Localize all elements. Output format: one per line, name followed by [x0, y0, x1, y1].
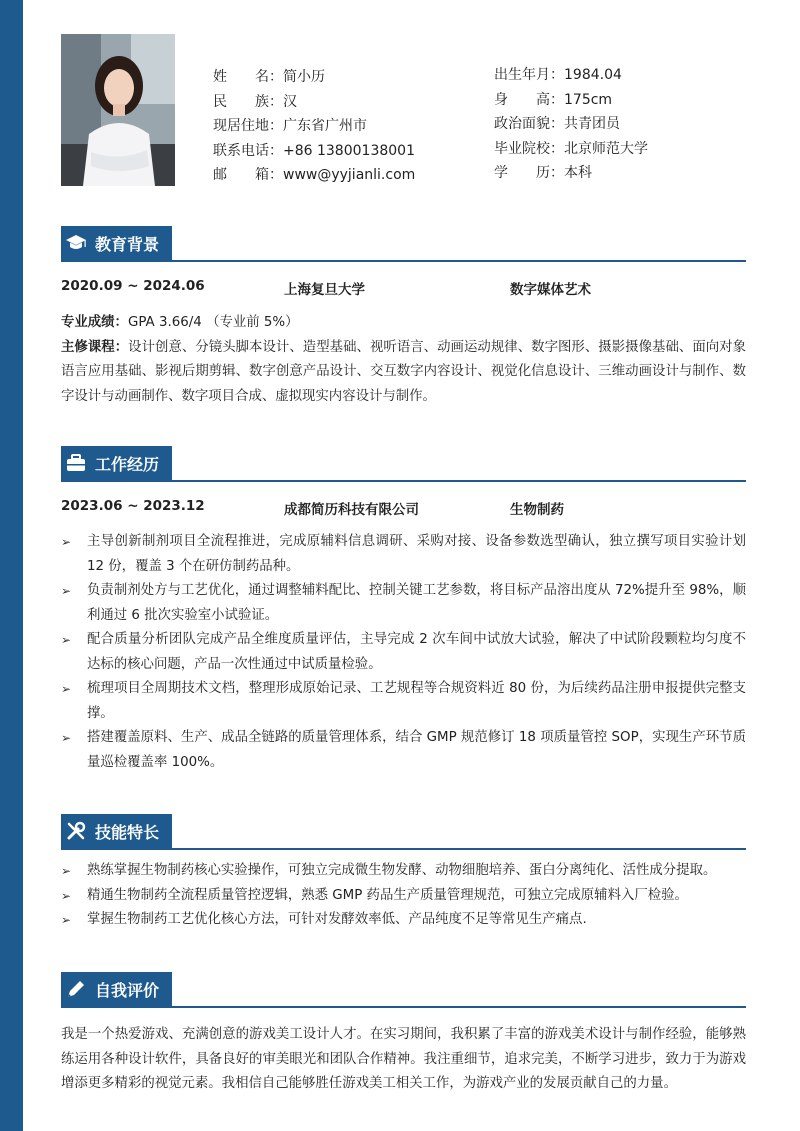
profile-value: +86 13800138001 — [283, 142, 415, 159]
work-bullet-text: 配合质量分析团队完成产品全维度质量评估，主导完成 2 次车间中试放大试验，解决了中试阶段颗粒均匀度不达标的核心问题，产品一次性通过中试质量检验。 — [87, 632, 746, 672]
profile-info-right — [494, 63, 648, 186]
profile-row: 政治面貌 ： 共青团员 — [494, 112, 648, 137]
profile-value: 175cm — [564, 91, 613, 108]
education-school: 上海复旦大学 — [284, 282, 365, 298]
section-title — [61, 972, 172, 1006]
profile-row: 姓名 ： 简小历 — [213, 65, 415, 90]
education-title: 教育背景 — [95, 234, 160, 254]
section-skills-header — [61, 812, 746, 850]
courses-label: 主修课程： — [61, 339, 129, 355]
section-self-header — [61, 970, 746, 1008]
profile-value: 简小历 — [283, 69, 325, 85]
work-bullet-text: 负责制剂处方与工艺优化，通过调整辅料配比、控制关键工艺参数，将目标产品溶出度从 72%提升至 98%，顺利通过 6 批次实验室小试验证。 — [87, 583, 746, 623]
work-period: 2023.06 ~ 2023.12 — [61, 498, 205, 514]
profile-value: 共青团员 — [564, 116, 620, 132]
education-period: 2020.09 ~ 2024.06 — [61, 278, 205, 294]
profile-row: 邮箱 ： www@yyjianli.com — [213, 163, 415, 188]
profile-value: 北京师范大学 — [564, 140, 648, 157]
arrow-bullet-icon: ➢ — [61, 682, 72, 696]
list-item — [61, 908, 746, 933]
profile-value: 1984.04 — [564, 67, 622, 83]
arrow-bullet-icon: ➢ — [61, 864, 72, 878]
skills-title: 技能特长 — [95, 822, 160, 842]
list-item — [61, 726, 746, 775]
list-item — [61, 677, 746, 726]
work-position: 生物制药 — [510, 502, 564, 518]
profile-label: 民族 — [213, 93, 269, 110]
profile-info-left — [213, 65, 415, 188]
profile-label: 现居住地 — [213, 118, 269, 134]
arrow-bullet-icon: ➢ — [61, 731, 72, 745]
arrow-bullet-icon: ➢ — [61, 535, 72, 549]
skill-bullet-text: 掌握生物制药工艺优化核心方法，可针对发酵效率低、产品纯度不足等常见生产痛点. — [87, 912, 587, 927]
education-major: 数字媒体艺术 — [510, 282, 591, 298]
list-item — [61, 859, 746, 884]
work-bullet-text: 梳理项目全周期技术文档，整理形成原始记录、工艺规程等合规资料近 80 份，为后续药品注册申报提供完整支撑。 — [87, 681, 746, 721]
list-item — [61, 628, 746, 677]
profile-label: 出生年月 — [494, 67, 550, 83]
arrow-bullet-icon: ➢ — [61, 584, 72, 598]
education-grade — [61, 311, 746, 336]
section-title — [61, 226, 172, 260]
work-bullet-text: 主导创新制剂项目全流程推进，完成原辅料信息调研、采购对接、设备参数选型确认，独立撰写项目实验计划 12 份，覆盖 3 个在研仿制药品种。 — [87, 534, 746, 574]
profile-value: 汉 — [283, 93, 297, 110]
section-title — [61, 814, 172, 848]
briefcase-icon — [65, 452, 87, 474]
work-company: 成都简历科技有限公司 — [284, 502, 419, 518]
profile-label: 联系电话 — [213, 142, 269, 159]
education-courses — [61, 336, 746, 410]
education-details — [61, 311, 746, 409]
skill-bullet-text: 精通生物制药全流程质量管控逻辑，熟悉 GMP 药品生产质量管理规范，可独立完成原辅料入厂检验。 — [87, 887, 688, 903]
profile-label: 毕业院校 — [494, 140, 550, 157]
profile-label: 学历 — [494, 165, 550, 181]
profile-row: 现居住地 ： 广东省广州市 — [213, 114, 415, 139]
grade-value: GPA 3.66/4 （专业前 5%） — [127, 315, 299, 330]
profile-row: 学历 ： 本科 — [494, 161, 648, 186]
self-evaluation-text: 我是一个热爱游戏、充满创意的游戏美工设计人才。在实习期间，我积累了丰富的游戏美术设计与制作经验，能够熟练运用各种设计软件，具备良好的审美眼光和团队合作精神。我注重细节，追求完美，不断学习进步，致力于为游戏增添更多精彩的视觉元素。我相信自己能够胜任游戏美工相关工作，为游戏产业的发展贡献自己的力量。 — [61, 1027, 746, 1091]
arrow-bullet-icon: ➢ — [61, 888, 72, 903]
profile-label: 政治面貌 — [494, 116, 550, 132]
list-item — [61, 530, 746, 579]
arrow-bullet-icon: ➢ — [61, 913, 72, 927]
pen-icon — [65, 978, 87, 1000]
profile-value: 本科 — [564, 165, 592, 181]
list-item — [61, 579, 746, 628]
section-title — [61, 446, 172, 480]
profile-value: 广东省广州市 — [283, 118, 367, 134]
profile-row: 身高 ： 175cm — [494, 88, 648, 113]
grade-label: 专业成绩： — [61, 315, 128, 330]
left-accent-bar — [0, 0, 23, 1131]
work-title: 工作经历 — [95, 454, 160, 474]
profile-row: 联系电话 ： +86 13800138001 — [213, 139, 415, 164]
profile-label: 邮箱 — [213, 167, 269, 183]
profile-label: 姓名 — [213, 69, 269, 85]
self-title: 自我评价 — [95, 980, 160, 1000]
profile-label: 身高 — [494, 91, 550, 108]
skill-bullet-text: 熟练掌握生物制药核心实验操作，可独立完成微生物发酵、动物细胞培养、蛋白分离纯化、活性成分提取。 — [87, 863, 717, 878]
arrow-bullet-icon: ➢ — [61, 633, 72, 647]
profile-row: 毕业院校 ： 北京师范大学 — [494, 137, 648, 162]
work-bullet-text: 搭建覆盖原料、生产、成品全链路的质量管理体系，结合 GMP 规范修订 18 项质量管控 SOP，实现生产环节质量巡检覆盖率 100%。 — [87, 730, 746, 770]
profile-row: 出生年月 ： 1984.04 — [494, 63, 648, 88]
tools-icon — [65, 820, 87, 842]
section-education-header — [61, 224, 746, 262]
graduation-cap-icon — [65, 232, 87, 254]
profile-value: www@yyjianli.com — [283, 167, 416, 183]
list-item — [61, 884, 746, 909]
courses-value: 设计创意、分镜头脚本设计、造型基础、视听语言、动画运动规律、数字图形、摄影摄像基础、面向对象语言应用基础、影视后期剪辑、数字创意产品设计、交互数字内容设计、视觉化信息设计、三维动画设计与制作、数字设计与动画制作、数字项目合成、虚拟现实内容设计与制作。 — [61, 339, 747, 404]
profile-row: 民族 ： 汉 — [213, 90, 415, 115]
work-bullets — [61, 530, 746, 775]
section-work-header — [61, 444, 746, 482]
profile-photo — [61, 34, 175, 186]
skills-bullets — [61, 859, 746, 933]
